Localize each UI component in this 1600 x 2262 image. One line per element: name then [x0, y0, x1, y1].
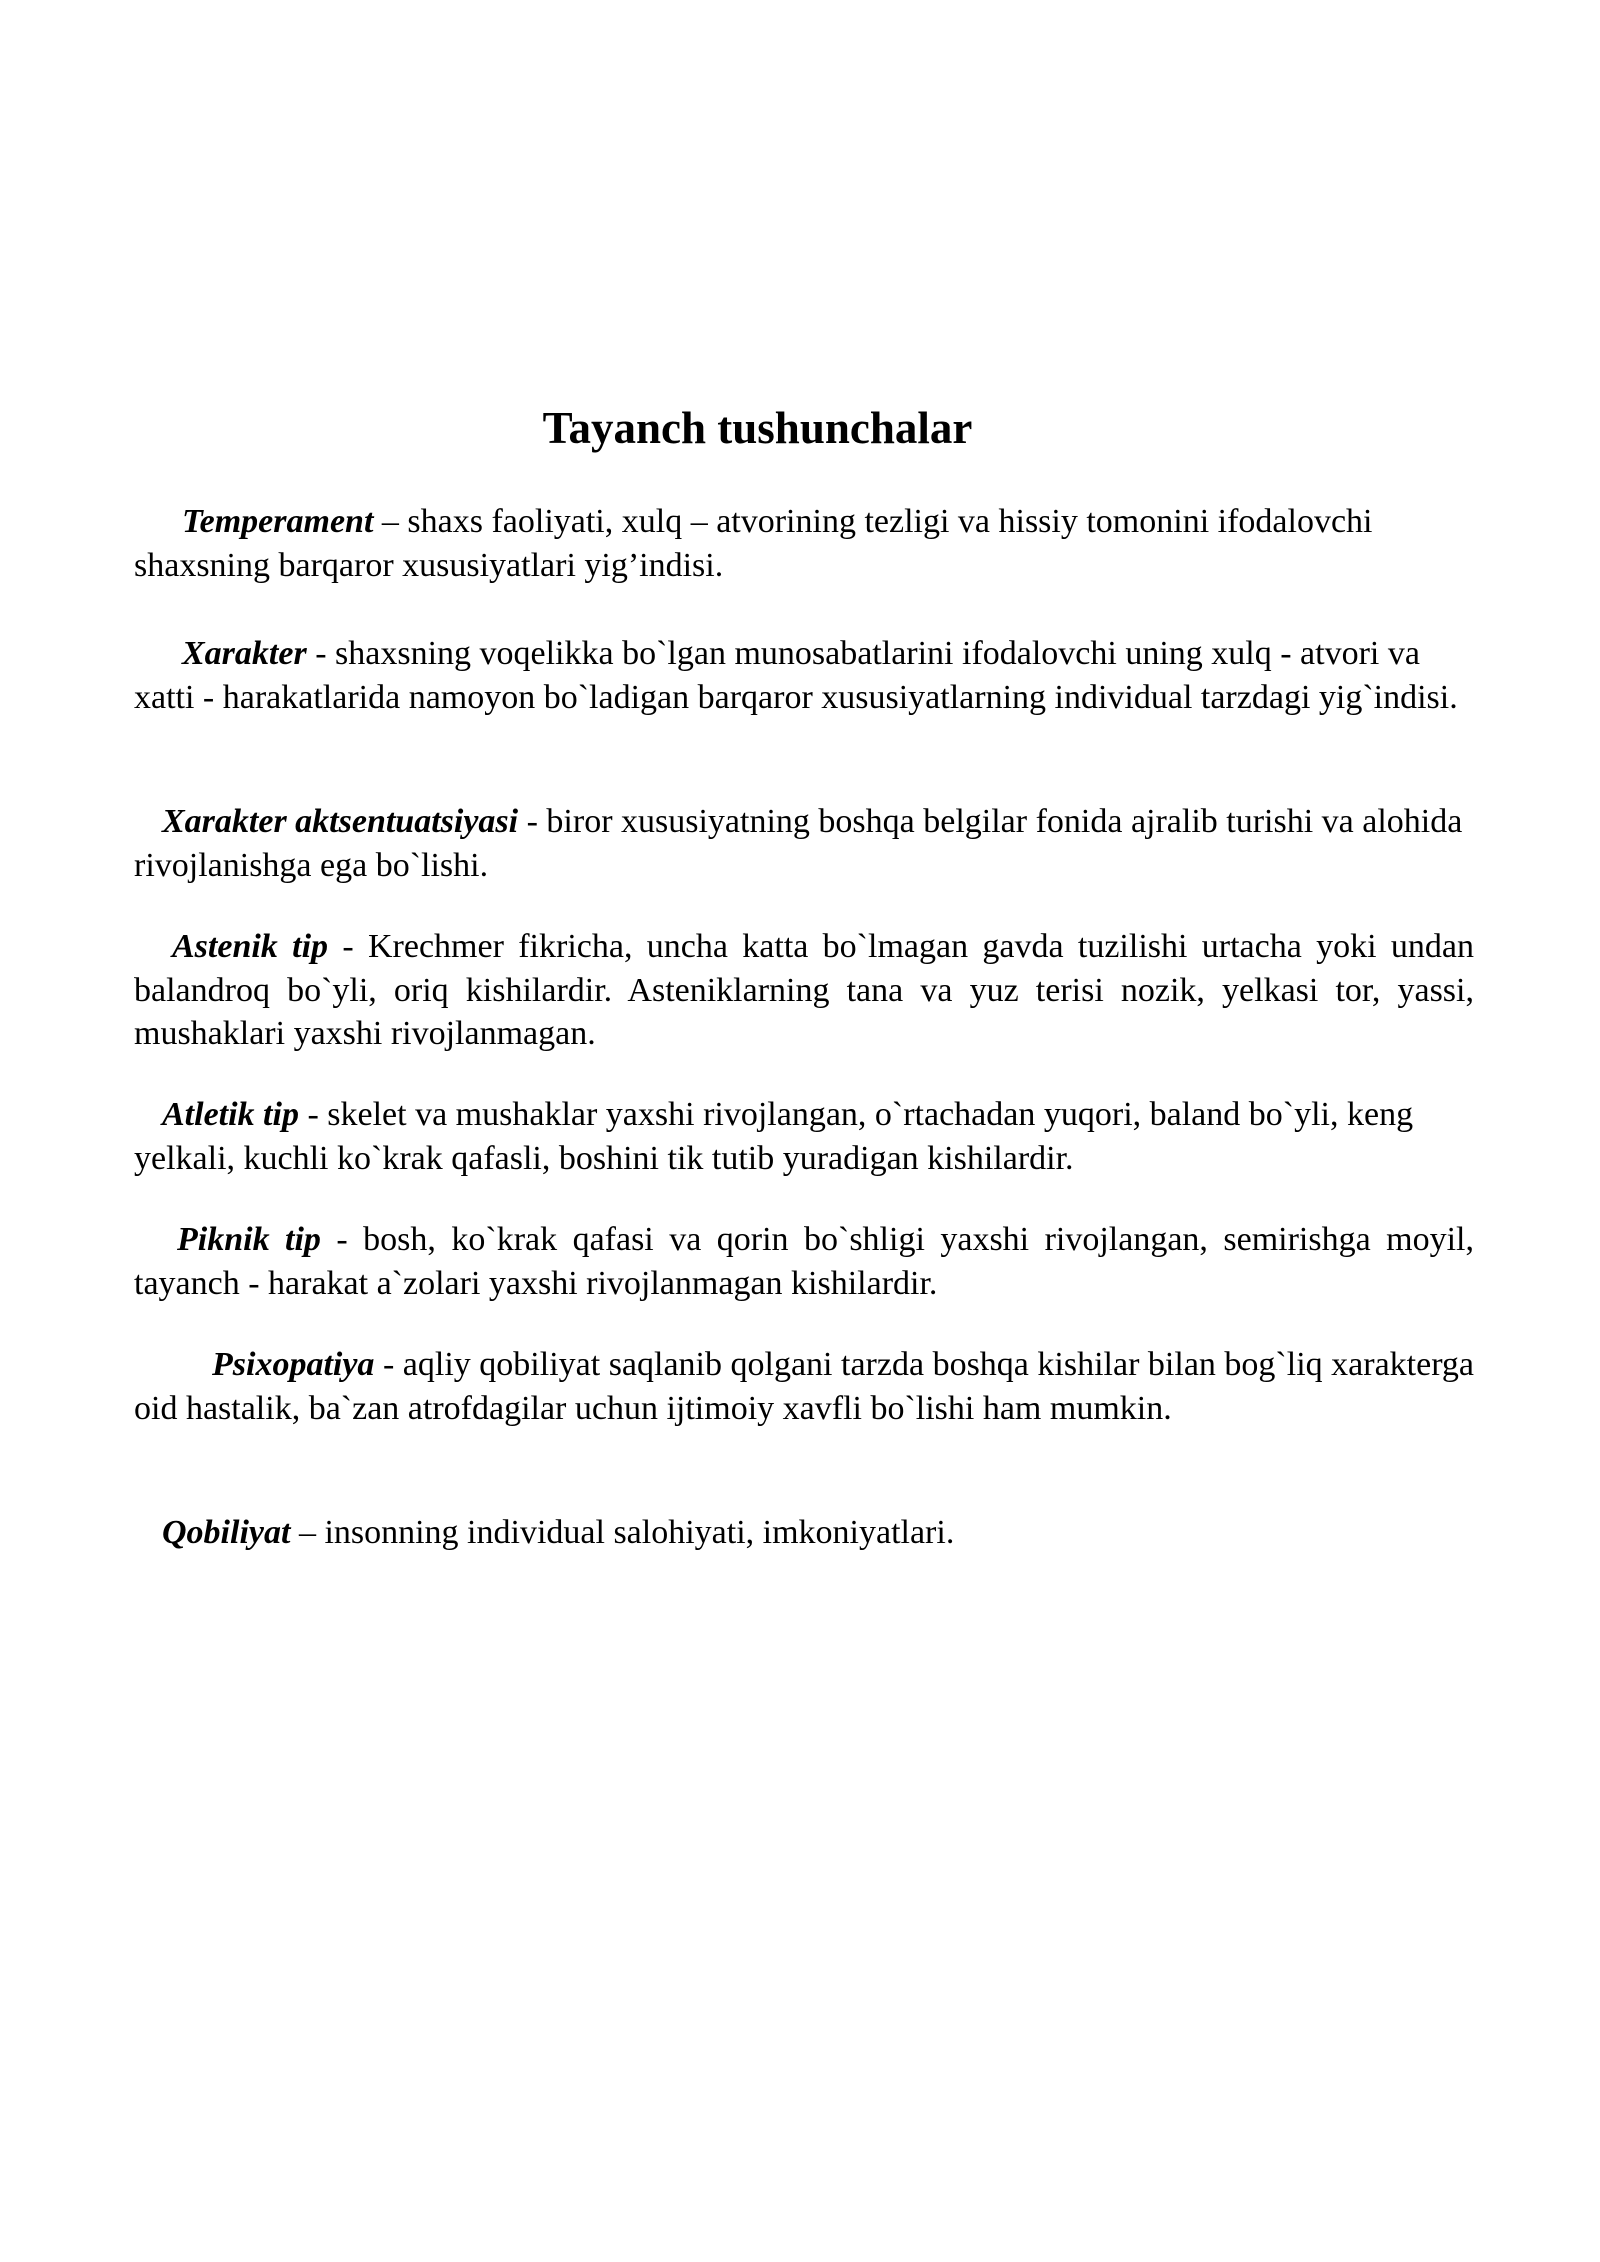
term-label: Astenik tip	[172, 928, 329, 965]
definition-piknik-tip	[134, 1218, 1474, 1305]
term-label: Xarakter	[182, 635, 307, 672]
term-label: Piknik tip	[177, 1221, 321, 1258]
definition-xarakter-aktsentuatsiyasi	[134, 800, 1474, 887]
term-label: Xarakter aktsentuatsiyasi	[162, 803, 519, 840]
term-label: Psixopatiya	[212, 1346, 375, 1383]
definition-text: - bosh, ko`krak qafasi va qorin bo`shligi yaxshi rivojlangan, semirishga moyil, tayanch - harakat a`zolari yaxshi rivojlanmagan kishilardir.	[134, 1221, 1475, 1302]
definition-atletik-tip	[134, 1093, 1474, 1180]
term-label: Atletik tip	[162, 1096, 299, 1133]
definition-text: - biror xususiyatning boshqa belgilar fonida ajralib turishi va alohida rivojlanishga ega bo`lishi.	[134, 803, 1463, 884]
definition-text: – shaxs faoliyati, xulq – atvorining tezligi va hissiy tomonini ifodalovchi shaxsning barqaror xususiyatlari yig’indisi.	[134, 503, 1373, 584]
definition-text: - aqliy qobiliyat saqlanib qolgani tarzda boshqa kishilar bilan bog`liq xarakterga oid hastalik, ba`zan atrofdagilar uchun ijtimoiy xavfli bo`lishi ham mumkin.	[134, 1346, 1474, 1427]
definition-qobiliyat	[134, 1511, 1474, 1555]
definition-text: - Krechmer fikricha, uncha katta bo`lmagan gavda tuzilishi urtacha yoki undan balandroq bo`yli, oriq kishilardir. Asteniklarning tana va yuz terisi nozik, yelkasi tor, yassi, mushaklari yaxshi rivojlanmagan.	[134, 928, 1474, 1052]
definition-text: - shaxsning voqelikka bo`lgan munosabatlarini ifodalovchi uning xulq - atvori va xatti - harakatlarida namoyon bo`ladigan barqaror xususiyatlarning individual tarzdagi yig`indisi.	[134, 635, 1458, 716]
definition-text: – insonning individual salohiyati, imkoniyatlari.	[290, 1514, 955, 1551]
page-title: Tayanch tushunchalar	[542, 403, 973, 453]
term-label: Temperament	[182, 503, 374, 540]
definition-text: - skelet va mushaklar yaxshi rivojlangan, o`rtachadan yuqori, baland bo`yli, keng yelkali, kuchli ko`krak qafasli, boshini tik tutib yuradigan kishilardir.	[134, 1096, 1414, 1177]
definition-astenik-tip	[134, 925, 1474, 1056]
definition-xarakter	[134, 632, 1474, 719]
definition-temperament	[134, 500, 1474, 587]
term-label: Qobiliyat	[162, 1514, 291, 1551]
definition-psixopatiya	[134, 1343, 1474, 1430]
